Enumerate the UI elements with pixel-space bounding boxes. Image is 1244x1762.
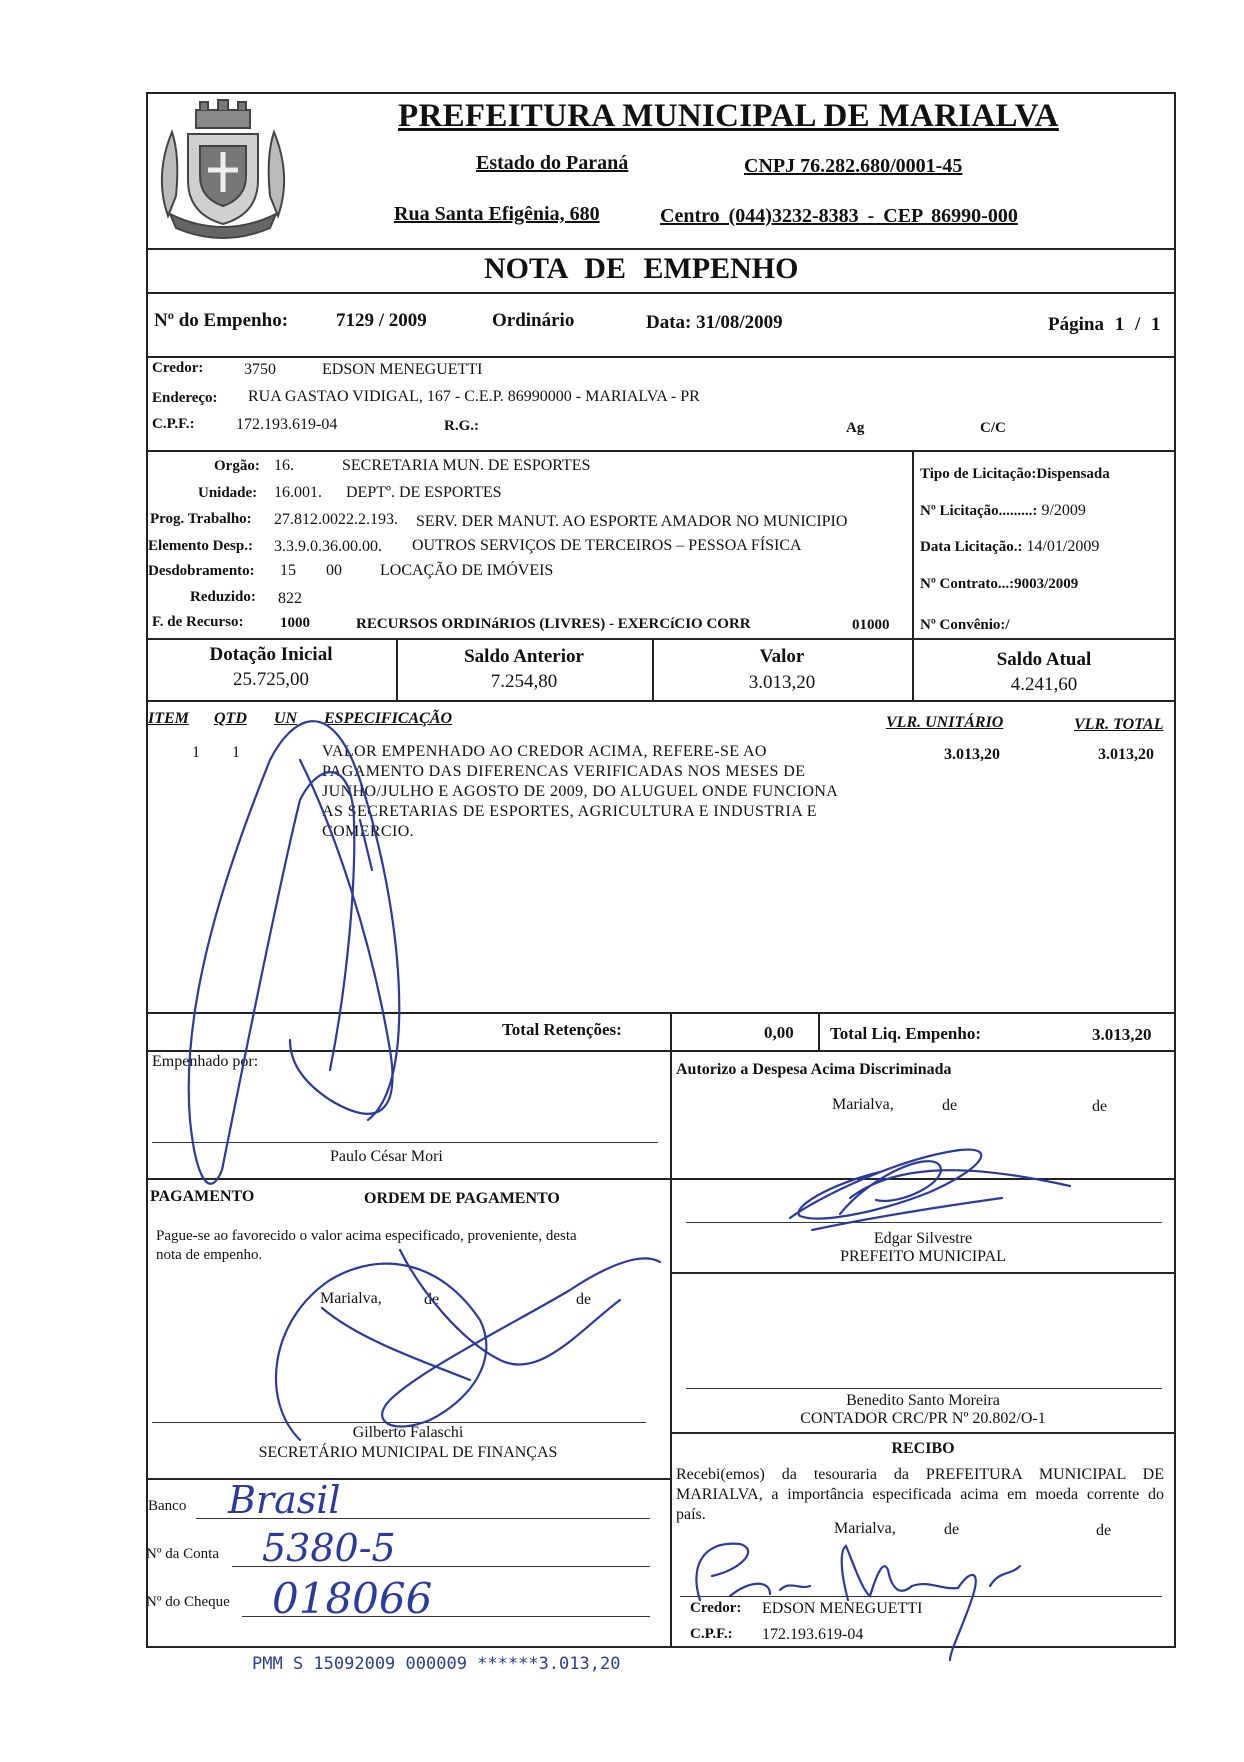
empenho-number-label: Nº do Empenho: [154, 310, 289, 331]
recibo-cpf-value: 172.193.619-04 [762, 1626, 864, 1643]
recibo-title: RECIBO [891, 1440, 955, 1457]
empenhado-label: Empenhado por: [152, 1053, 259, 1070]
state-label: Estado do Paraná [476, 152, 629, 174]
credor-code: 3750 [244, 361, 276, 378]
unidade-code: 16.001. [274, 484, 322, 501]
desdobramento-name: LOCAÇÃO DE IMÓVEIS [380, 562, 554, 579]
empenho-number: 7129 / 2009 [336, 310, 427, 331]
page-number: Página 1 / 1 [1048, 314, 1161, 335]
conta-label: Nº da Conta [146, 1546, 219, 1562]
cpf-label: C.P.F.: [152, 416, 195, 432]
saldo-atual-label: Saldo Atual [996, 649, 1092, 670]
contrato-label: Nº Contrato...:9003/2009 [920, 576, 1079, 592]
autorizo-de1: de [942, 1097, 958, 1114]
ordem-label: ORDEM DE PAGAMENTO [364, 1190, 560, 1207]
item-description-line: AS SECRETARIAS DE ESPORTES, AGRICULTURA E INDUSTRIA E [322, 803, 817, 820]
cheque-handwritten: 018066 [272, 1574, 433, 1623]
item-description-line: COMERCIO. [322, 823, 415, 840]
contador-role: CONTADOR CRC/PR Nº 20.802/O-1 [800, 1410, 1046, 1427]
rg-label: R.G.: [444, 418, 479, 434]
pagamento-place: Marialva, [320, 1290, 382, 1307]
credor-name: EDSON MENEGUETTI [322, 361, 483, 378]
prog-code: 27.812.0022.2.193. [274, 511, 398, 528]
liquido-label: Total Liq. Empenho: [830, 1024, 981, 1043]
elemento-name: OUTROS SERVIÇOS DE TERCEIROS – PESSOA FÍSICA [412, 537, 802, 554]
payment-stamp: PMM S 15092009 000009 ******3.013,20 [252, 1654, 621, 1674]
saldo-anterior-label: Saldo Anterior [464, 646, 584, 667]
recibo-place: Marialva, [834, 1520, 896, 1537]
document-title: NOTA DE EMPENHO [484, 252, 799, 285]
autorizo-role: PREFEITO MUNICIPAL [840, 1248, 1006, 1265]
qtd-col-header: QTD [214, 710, 247, 727]
contador-signer: Benedito Santo Moreira [846, 1392, 1000, 1409]
recibo-cpf-label: C.P.F.: [690, 1626, 733, 1642]
orgao-name: SECRETARIA MUN. DE ESPORTES [342, 457, 591, 474]
item-total-value: 3.013,20 [1098, 746, 1154, 763]
ink-signature [696, 1544, 810, 1600]
item-qtd: 1 [232, 744, 240, 761]
item-description-line: JUNHO/JULHO E AGOSTO DE 2009, DO ALUGUEL ONDE FUNCIONA [322, 783, 839, 800]
unit-value-col-header: VLR. UNITÁRIO [886, 714, 1004, 731]
total-value-col-header: VLR. TOTAL [1074, 716, 1164, 733]
recibo-de2: de [1096, 1522, 1112, 1539]
item-unit-value: 3.013,20 [944, 746, 1000, 763]
empenho-date: Data: 31/08/2009 [646, 312, 783, 333]
prog-label: Prog. Trabalho: [150, 511, 252, 527]
banco-label: Banco [148, 1498, 187, 1514]
especificacao-col-header: ESPECIFICAÇÃO [324, 710, 453, 727]
pagamento-de1: de [424, 1291, 440, 1308]
contact-label: Centro (044)3232-8383 - CEP 86990-000 [660, 205, 1018, 227]
item-description-line: VALOR EMPENHADO AO CREDOR ACIMA, REFERE-SE AO [322, 743, 767, 760]
reduzido-label: Reduzido: [190, 589, 256, 605]
liquido-value: 3.013,20 [1092, 1025, 1152, 1044]
cpf-value: 172.193.619-04 [236, 416, 338, 433]
street-label: Rua Santa Efigênia, 680 [394, 203, 600, 225]
prog-name: SERV. DER MANUT. AO ESPORTE AMADOR NO MUNICIPIO [416, 513, 848, 530]
saldo-atual-value: 4.241,60 [1010, 674, 1078, 695]
retencoes-label: Total Retenções: [502, 1020, 622, 1039]
orgao-label: Orgão: [214, 458, 260, 474]
conta-handwritten: 5380-5 [262, 1526, 396, 1570]
recurso-name: RECURSOS ORDINáRIOS (LIVRES) - EXERCíCIO CORR [356, 616, 751, 632]
credor-label: Credor: [152, 360, 204, 376]
recurso-code: 1000 [280, 615, 310, 631]
retencoes-value: 0,00 [764, 1023, 794, 1042]
elemento-label: Elemento Desp.: [148, 538, 253, 554]
convenio-label: Nº Convênio:/ [920, 617, 1010, 633]
pagamento-text-line1: Pague-se ao favorecido o valor acima especificado, proveniente, desta [156, 1228, 577, 1244]
pagamento-label: PAGAMENTO [150, 1188, 255, 1205]
address-value: RUA GASTAO VIDIGAL, 167 - C.E.P. 86990000 - MARIALVA - PR [248, 388, 700, 405]
unidade-label: Unidade: [198, 485, 258, 501]
licitacao-number: Nº Licitação.........: 9/2009 [920, 502, 1086, 519]
address-label: Endereço: [152, 390, 218, 406]
licitacao-type: Tipo de Licitação:Dispensada [920, 466, 1110, 482]
empenho-type: Ordinário [492, 310, 575, 331]
page-title: PREFEITURA MUNICIPAL DE MARIALVA [398, 98, 1059, 134]
desdobramento-code2: 00 [326, 562, 342, 579]
dotacao-label: Dotação Inicial [209, 644, 333, 665]
ink-signature [276, 1258, 660, 1440]
valor-label: Valor [759, 646, 805, 667]
ink-stroke [290, 760, 393, 1114]
autorizo-place: Marialva, [832, 1096, 894, 1113]
autorizo-de2: de [1092, 1098, 1108, 1115]
recibo-credor-label: Credor: [690, 1600, 742, 1616]
un-col-header: UN [274, 710, 298, 727]
ink-signature [842, 1546, 1020, 1660]
pagamento-text-line2: nota de empenho. [156, 1247, 263, 1263]
item-col-header: ITEM [148, 710, 189, 727]
recibo-credor-name: EDSON MENEGUETTI [762, 1600, 923, 1617]
reduzido-value: 822 [278, 590, 302, 607]
orgao-code: 16. [274, 457, 294, 474]
cnpj-label: CNPJ 76.282.680/0001-45 [744, 155, 963, 177]
recibo-line2: MARIALVA, a importância especificada acima em moeda corrente do [676, 1486, 1164, 1503]
unidade-name: DEPTº. DE ESPORTES [346, 484, 502, 501]
banco-handwritten: Brasil [228, 1478, 341, 1522]
saldo-anterior-value: 7.254,80 [490, 671, 558, 692]
recurso-label: F. de Recurso: [152, 614, 244, 630]
ink-stroke [360, 820, 372, 870]
item-description-line: PAGAMENTO DAS DIFERENCAS VERIFICADAS NOS MESES DE [322, 763, 806, 780]
licitacao-date: Data Licitação.: 14/01/2009 [920, 538, 1100, 555]
empenhado-name: Paulo César Mori [330, 1148, 443, 1165]
autorizo-signer: Edgar Silvestre [873, 1230, 973, 1247]
cc-label: C/C [980, 420, 1006, 436]
pagamento-de2: de [576, 1291, 592, 1308]
elemento-code: 3.3.9.0.36.00.00. [274, 538, 382, 555]
recibo-de1: de [944, 1521, 960, 1538]
dotacao-value: 25.725,00 [233, 669, 309, 690]
recibo-line3: país. [676, 1506, 706, 1523]
recibo-line1: Recebi(emos) da tesouraria da PREFEITURA MUNICIPAL DE [676, 1466, 1164, 1483]
cheque-label: Nº do Cheque [146, 1594, 230, 1610]
pagamento-signer: Gilberto Falaschi [352, 1424, 464, 1441]
ink-signature [400, 1250, 620, 1365]
item-number: 1 [192, 744, 200, 761]
desdobramento-code1: 15 [280, 562, 296, 579]
pagamento-role: SECRETÁRIO MUNICIPAL DE FINANÇAS [258, 1444, 558, 1461]
autorizo-label: Autorizo a Despesa Acima Discriminada [676, 1061, 952, 1078]
recurso-number: 01000 [852, 617, 890, 633]
ag-label: Ag [846, 420, 865, 436]
valor-value: 3.013,20 [748, 672, 816, 693]
desdobramento-label: Desdobramento: [148, 563, 255, 579]
